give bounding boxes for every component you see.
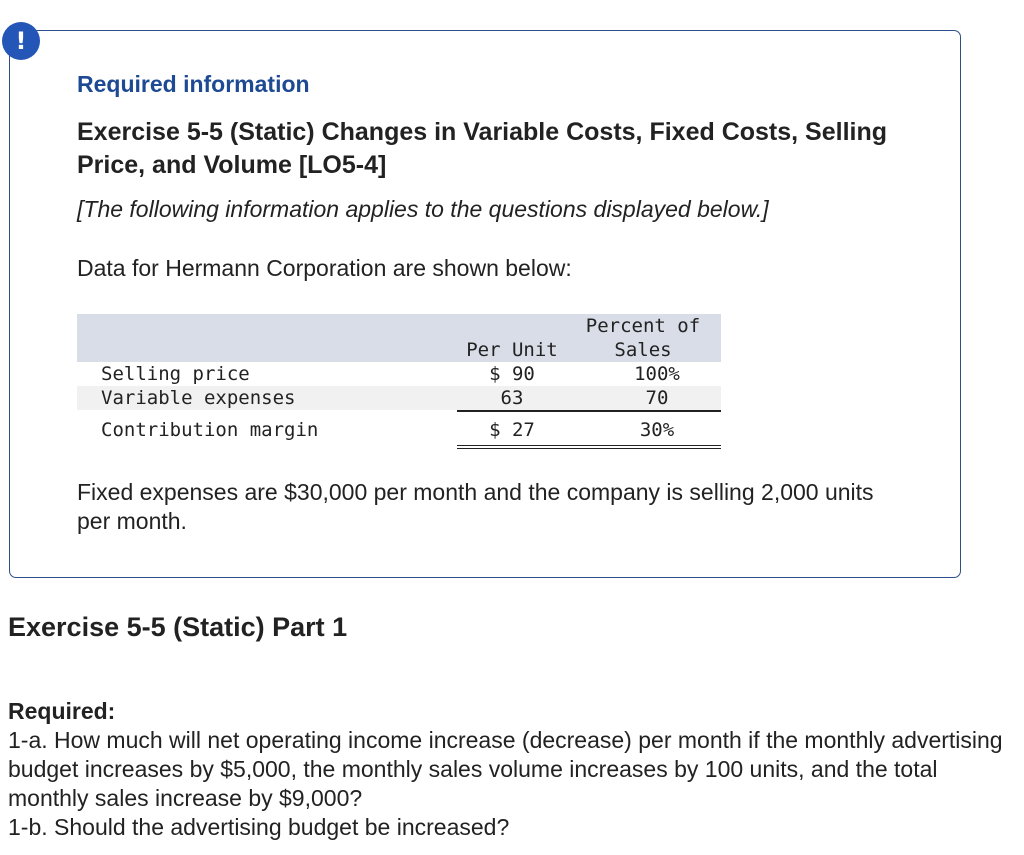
row-per-unit: 63 bbox=[500, 387, 524, 409]
data-intro-text: Data for Hermann Corporation are shown below: bbox=[77, 255, 572, 281]
table-row-selling-price bbox=[77, 362, 721, 386]
table-row-contribution-margin bbox=[77, 418, 721, 442]
total-double-rule bbox=[457, 445, 721, 449]
row-per-unit: $ 27 bbox=[489, 419, 535, 441]
subtotal-rule bbox=[457, 410, 721, 412]
part-title: Exercise 5-5 (Static) Part 1 bbox=[8, 612, 348, 642]
table-row-variable-expenses bbox=[77, 386, 721, 410]
required-label: Required: bbox=[8, 698, 116, 724]
row-percent: 100% bbox=[634, 363, 680, 385]
applies-note: [The following information applies to the questions displayed below.] bbox=[77, 196, 769, 222]
row-percent: 30% bbox=[639, 419, 675, 441]
row-label: Variable expenses bbox=[101, 387, 296, 409]
fixed-expenses-text: Fixed expenses are $30,000 per month and the company is selling 2,000 units per month. bbox=[77, 479, 874, 534]
header-per-unit: Per Unit bbox=[466, 339, 558, 361]
exercise-title: Exercise 5-5 (Static) Changes in Variable Costs, Fixed Costs, Selling Price, and Volume [LO5-4] bbox=[77, 118, 887, 179]
header-percent-of-sales bbox=[573, 314, 713, 362]
table-header bbox=[77, 314, 721, 362]
row-percent: 70 bbox=[645, 387, 669, 409]
row-label: Contribution margin bbox=[101, 419, 319, 441]
required-information-heading: Required information bbox=[77, 71, 310, 97]
data-table bbox=[77, 314, 721, 442]
required-block bbox=[8, 697, 1008, 842]
header-percent-line2: Sales bbox=[614, 339, 672, 361]
row-per-unit: $ 90 bbox=[489, 363, 535, 385]
alert-icon: ! bbox=[2, 22, 40, 60]
row-label: Selling price bbox=[101, 363, 250, 385]
question-1a: 1-a. How much will net operating income increase (decrease) per month if the monthly advertising budget increases by $5,000, the monthly sales volume increases by 100 units, and the total monthly sales increase by $9,000? bbox=[8, 727, 1003, 811]
header-percent-line1: Percent of bbox=[585, 315, 701, 337]
question-1b: 1-b. Should the advertising budget be increased? bbox=[8, 814, 510, 840]
